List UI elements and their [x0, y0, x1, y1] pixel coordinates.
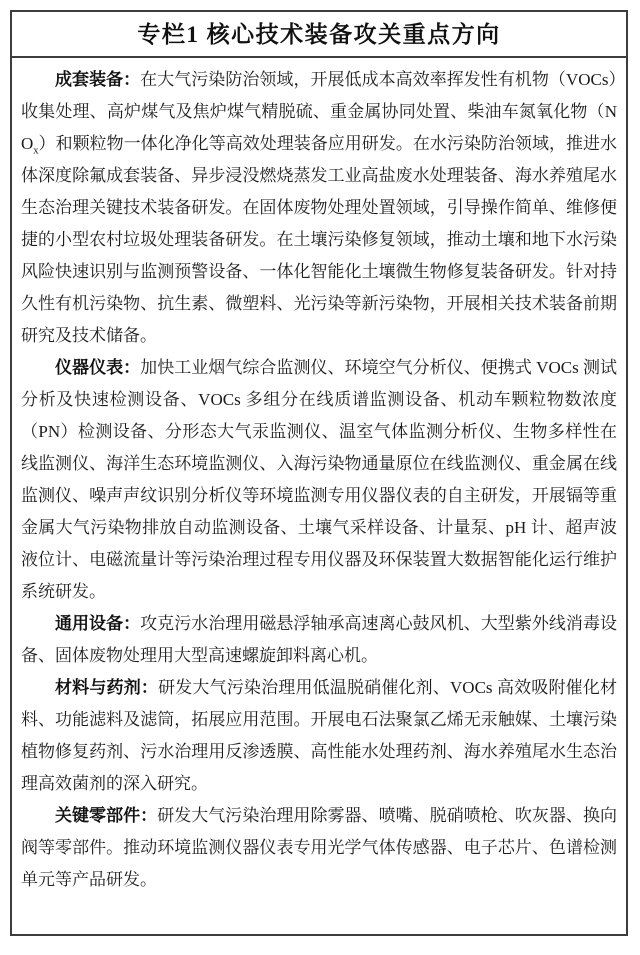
paragraph-label: 仪器仪表：	[55, 358, 141, 377]
paragraph-label: 材料与药剂：	[55, 678, 159, 697]
subscript-text: x	[33, 145, 39, 157]
box-title: 专栏1 核心技术装备攻关重点方向	[12, 12, 626, 58]
paragraph-3: 通用设备：攻克污水治理用磁悬浮轴承高速离心鼓风机、大型紫外线消毒设备、固体废物处理用大型高速螺旋卸料离心机。	[21, 614, 617, 665]
paragraph-label: 通用设备：	[55, 614, 141, 633]
paragraph-2: 仪器仪表：加快工业烟气综合监测仪、环境空气分析仪、便携式 VOCs 测试分析及快速检测设备、VOCs 多组分在线质谱监测设备、机动车颗粒物数浓度（PN）检测设备、分形态大气汞监测仪、温室气体监测分析仪、生物多样性在线监测仪、海洋生态环境监测仪、入海污染物通量原位在线监测仪、重金属在线监测仪、噪声声纹识别分析仪等环境监测专用仪器仪表的自主研发，开展镉等重金属大气污染物排放自动监测设备、土壤气采样设备、计量泵、pH 计、超声波液位计、电磁流量计等污染治理过程专用仪器及环保装置大数据智能化运行维护系统研发。	[21, 358, 618, 601]
column-box	[10, 10, 628, 936]
paragraph-4: 材料与药剂：研发大气污染治理用低温脱硝催化剂、VOCs 高效吸附催化材料、功能滤料及滤筒，拓展应用范围。开展电石法聚氯乙烯无汞触媒、土壤污染植物修复药剂、污水治理用反渗透膜、高性能水处理药剂、海水养殖尾水生态治理高效菌剂的深入研究。	[21, 678, 617, 793]
paragraph-5: 关键零部件：研发大气污染治理用除雾器、喷嘴、脱硝喷枪、吹灰器、换向阀等零部件。推动环境监测仪器仪表专用光学气体传感器、电子芯片、色谱检测单元等产品研发。	[21, 806, 617, 889]
paragraph-1: 成套装备：在大气污染防治领域，开展低成本高效率挥发性有机物（VOCs）收集处理、高炉煤气及焦炉煤气精脱硫、重金属协同处置、柴油车氮氧化物$(NO_x)$和颗粒物一体化净化等高效处理装备应用研发。在水污染防治领域，推进水体深度除氟成套装备、异步浸没燃烧蒸发工业高盐废水处理装备、海水养殖尾水生态治理关键技术装备研发。在固体废物处理处置领域，引导操作简单、维修便捷的小型农村垃圾处理装备研发。在土壤污染修复领域，推动土壤和地下水污染风险快速识别与监测预警设备、一体化智能化土壤微生物修复装备研发。针对持久性有机污染物、抗生素、微塑料、光污染等新污染物，开展相关技术装备前期研究及技术储备。	[21, 70, 618, 345]
box-body	[12, 58, 626, 896]
paragraph-label: 成套装备：	[55, 70, 141, 89]
paragraph-label: 关键零部件：	[55, 806, 158, 825]
